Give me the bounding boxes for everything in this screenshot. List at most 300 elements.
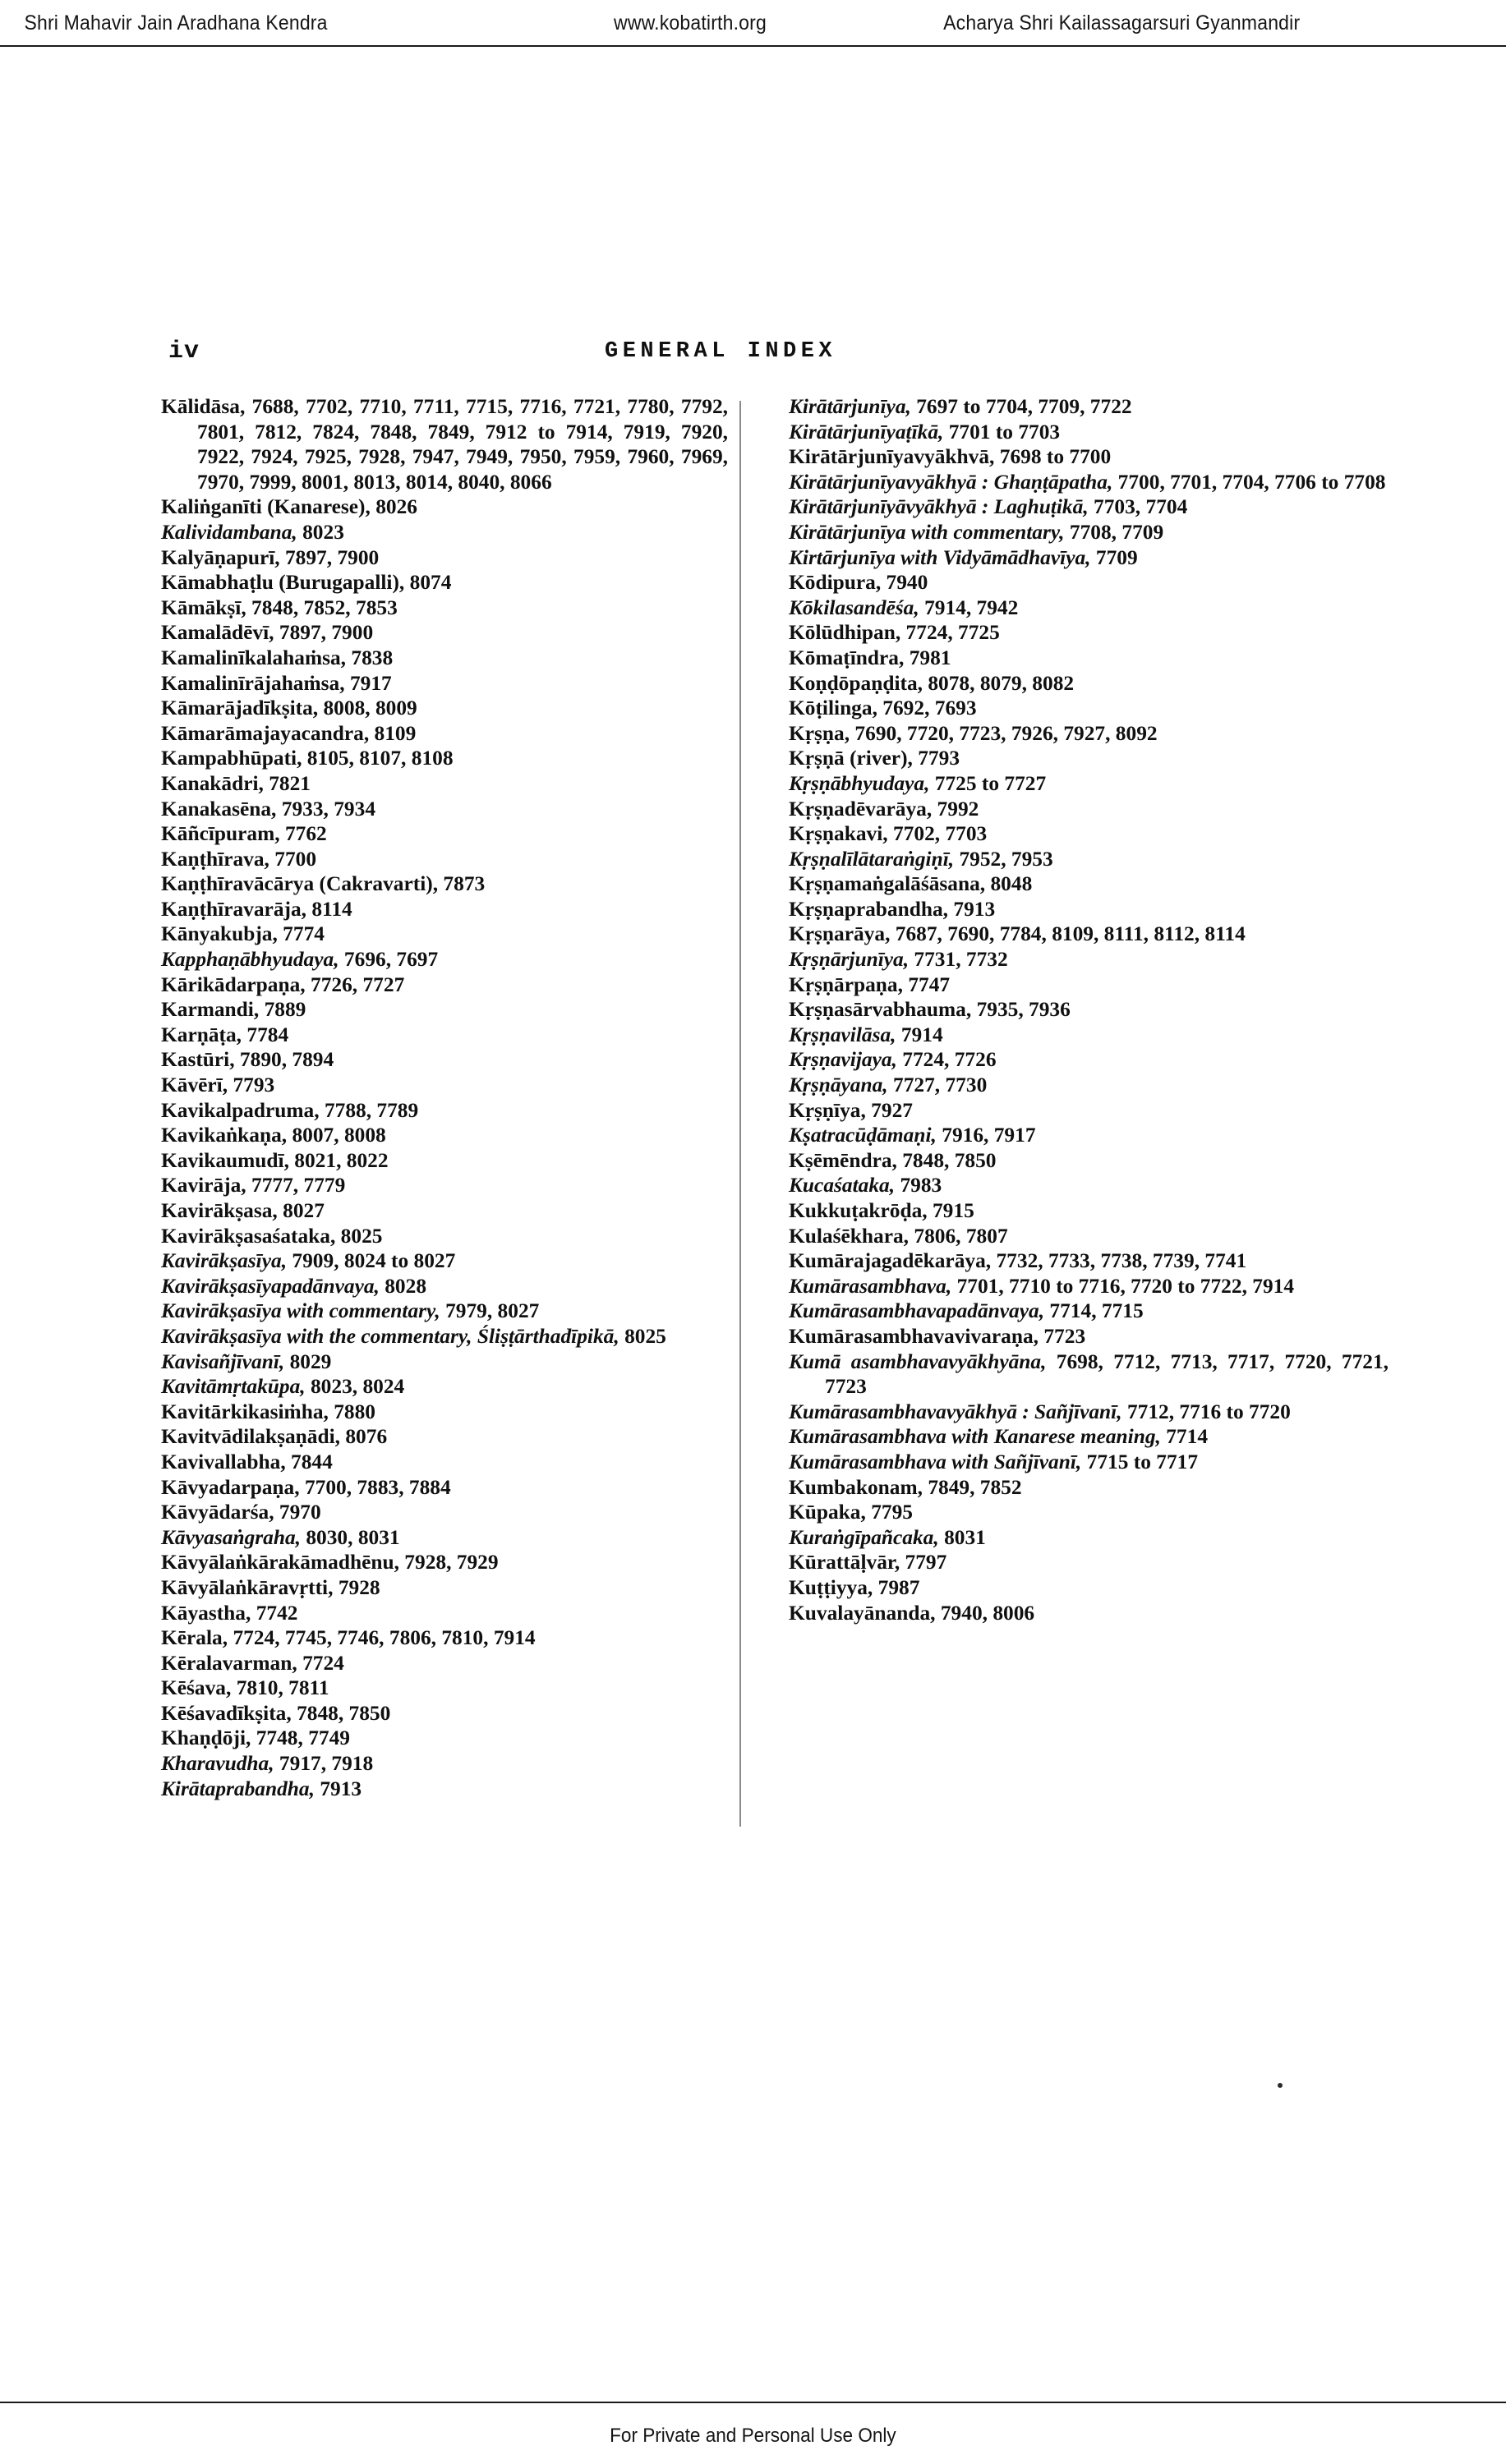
index-entry [789,972,1389,998]
index-entry-references: 7712, 7716 to 7720 [1121,1400,1291,1423]
index-entry [789,1047,1389,1073]
index-entry-headword: Kūpaka, [789,1501,866,1524]
index-entry [789,620,1389,646]
index-entry-references: 7724, 7745, 7746, 7806, 7810, 7914 [228,1626,536,1650]
index-entry [161,494,728,520]
index-entry-references: 7889 [259,998,306,1022]
index-entry [789,520,1389,545]
index-entry-references: 7983 [895,1174,942,1198]
index-entry [161,1374,728,1400]
index-entry [161,570,728,595]
index-entry-references: 7848, 7852, 7853 [246,595,398,619]
index-entry [161,871,728,897]
index-entry-references: 7952, 7953 [954,847,1053,871]
index-entry-references: 7810, 7811 [231,1676,329,1700]
scan-header-center-url: www.kobatirth.org [614,11,767,34]
index-entry [789,420,1389,445]
index-entry-references: 7914, 7942 [919,595,1019,619]
index-entry [789,1299,1389,1324]
index-entry-references: 8114 [306,897,352,921]
index-entry-headword: Koṇḍōpaṇḍita, [789,671,923,695]
index-entry [161,771,728,797]
index-entry-headword: Kumārasambhava, [789,1274,952,1298]
scanned-page [0,46,1506,2395]
index-entry-headword: Kṛṣṇavijaya, [789,1048,897,1072]
index-entry [161,1123,728,1148]
index-entry-headword: Kavirākṣasīya with commentary, [161,1299,440,1323]
index-entry [161,947,728,972]
index-entry-headword: Kanakasēna, [161,797,277,821]
index-entry [161,1701,728,1726]
index-entry-references: 7873 [438,872,486,896]
index-entry-headword: Kumārasambhavapadānvaya, [789,1299,1045,1323]
index-entry-headword: Kōlūdhipan, [789,621,901,645]
index-entry-headword: Kērala, [161,1626,228,1650]
index-entry-references: 7848, 7850 [291,1701,391,1725]
index-entry-headword: Kārikādarpaṇa, [161,972,306,996]
index-entry [161,1023,728,1048]
index-entry-references: 8021, 8022 [288,1148,389,1172]
index-entry-headword: Kavikalpadruma, [161,1098,320,1122]
index-entry-headword: Kṛṣṇamaṅgalāśāsana, [789,872,986,896]
index-entry-headword: Kēralavarman, [161,1651,297,1675]
index-entry-headword: Kāmarājadīkṣita, [161,696,319,720]
index-entry-references: 7700, 7883, 7884 [299,1475,451,1499]
index-entry-headword: Kāvyādarśa, [161,1501,274,1524]
index-entry [789,721,1389,747]
index-entry [789,922,1389,947]
index-entry-headword: Kṛṣṇalīlātaraṅgiṇī, [789,847,955,871]
index-entry [161,1324,728,1349]
index-entry-headword: Kṛṣṇārjunīya, [789,948,910,972]
index-entry-references: 8008, 8009 [318,696,417,720]
index-entry-references: 8029 [284,1349,332,1373]
index-entry-headword: Kaliṅganīti (Kanarese), [161,495,371,519]
index-entry-references: 8025 [619,1324,666,1348]
index-entry-headword: Kēśava, [161,1676,232,1700]
index-entry-references: 7723 [1039,1324,1086,1348]
index-entry-references: 7992 [932,797,979,821]
index-entry-headword: Kalyāṇapurī, [161,545,280,569]
scan-footer-text: For Private and Personal Use Only [610,2425,896,2447]
index-entry [789,1500,1389,1525]
index-entry-headword: Kumārasambhava with Kanarese meaning, [789,1425,1161,1449]
scan-header-right-text: Acharya Shri Kailassagarsuri Gyanmandir [943,11,1301,34]
index-entry-headword: Kapphaṇābhyudaya, [161,948,339,972]
index-entry [161,520,728,545]
index-entry-references: 7700, 7701, 7704, 7706 to 7708 [1112,470,1386,494]
index-entry [789,595,1389,621]
index-entry-headword: Kirātaprabandha, [161,1777,315,1800]
index-entry [161,1047,728,1073]
index-entry [789,1575,1389,1601]
index-entry-references: 8109 [369,721,417,745]
index-entry [161,1173,728,1198]
index-entry-references: 7701, 7710 to 7716, 7720 to 7722, 7914 [951,1274,1295,1298]
index-entry-references: 7987 [873,1575,920,1599]
index-entry-references: 7806, 7807 [909,1224,1008,1248]
index-entry-headword: Kuṭṭiyya, [789,1575,873,1599]
index-entry-references: 7727, 7730 [887,1073,988,1097]
index-entry-references: 7914 [896,1023,943,1046]
index-entry-headword: Kṛṣṇa, [789,721,850,745]
index-entry-references: 7784 [242,1023,289,1046]
index-entry-references: 7917, 7918 [274,1752,374,1776]
index-entry [161,1726,728,1751]
index-entry-references: 7724 [297,1651,344,1675]
index-entry-references: 8023, 8024 [305,1375,405,1399]
index-entry-headword: Kirātārjunīyaṭīkā, [789,420,944,444]
index-entry [789,545,1389,571]
index-entry-headword: Kṛṣṇāyana, [789,1073,888,1097]
index-entry-references: 7913 [948,897,996,921]
index-entry-references: 7933, 7934 [276,797,376,821]
index-entry-references: 7793 [912,747,960,770]
index-entry-headword: Kōkilasandēśa, [789,595,919,619]
index-entry [161,847,728,872]
index-entry [161,1676,728,1701]
index-entry-references: 7777, 7779 [246,1174,346,1198]
index-entry-references: 7928 [333,1575,380,1599]
index-entry-headword: Kāvyālaṅkāravṛtti, [161,1575,334,1599]
index-entry-references: 8026 [370,495,417,519]
index-entry-headword: Kamalinīrājahaṁsa, [161,671,345,695]
index-entry [789,1550,1389,1575]
index-entry-references: 8105, 8107, 8108 [302,747,454,770]
index-entry-references: 7838 [346,646,394,669]
index-entry-references: 7797 [900,1551,947,1574]
index-entry-references: 8031 [938,1525,986,1549]
index-entry [161,1651,728,1676]
index-entry-headword: Kavirāja, [161,1174,246,1198]
index-entry-references: 7732, 7733, 7738, 7739, 7741 [991,1249,1247,1273]
index-entry-references: 7692, 7693 [877,696,977,720]
index-entry [161,595,728,621]
index-entry [789,1098,1389,1124]
index-entry-references: 7731, 7732 [909,948,1008,972]
index-entry-references: 7793 [228,1073,275,1097]
index-entry-headword: Kavirākṣasīya, [161,1249,288,1273]
index-entry-headword: Kāvyadarpaṇa, [161,1475,300,1499]
index-entry-references: 7748, 7749 [251,1726,350,1750]
index-entry [161,394,728,494]
index-entry-headword: Kumbakonam, [789,1475,923,1499]
index-entry-headword: Kavirākṣasīya with the commentary, Śliṣṭārthadīpikā, [161,1324,619,1348]
index-entry-references: 7927 [865,1098,913,1122]
index-entry-headword: Kirātārjunīya, [789,395,911,418]
index-entry-references: 7913 [314,1777,362,1800]
index-entry [789,1400,1389,1425]
index-entry-headword: Kaṇṭhīravarāja, [161,897,307,921]
index-entry-headword: Kavirākṣasaśataka, [161,1224,336,1248]
index-entry [161,1550,728,1575]
index-entry [161,922,728,947]
index-entry-headword: Kumā asambhavavyākhyāna, [789,1349,1047,1373]
index-entry [161,1274,728,1299]
index-entry-headword: Kucaśataka, [789,1174,896,1198]
index-entry [161,1299,728,1324]
index-entry-references: 7849, 7852 [922,1475,1022,1499]
index-entry-headword: Kānyakubja, [161,922,278,946]
index-entry-headword: Kṛṣṇā (river), [789,747,913,770]
index-entry [161,746,728,771]
index-entry-headword: Kāyastha, [161,1601,251,1625]
index-entry-headword: Kumārasambhava with Sañjīvanī, [789,1450,1082,1473]
index-entry [161,1400,728,1425]
index-entry-headword: Kirātārjunīya with commentary, [789,520,1065,544]
index-entry-headword: Kāmabhaṭlu (Burugapalli), [161,571,405,595]
index-entry [161,1424,728,1450]
index-entry-references: 7700 [269,847,317,871]
index-entry [789,1224,1389,1249]
index-entry [789,821,1389,847]
index-entry [789,771,1389,797]
index-entry-headword: Kastūri, [161,1048,235,1072]
index-entry-references: 7725 to 7727 [929,771,1047,795]
index-entry-references: 7696, 7697 [339,948,439,972]
index-entry [161,646,728,671]
index-entry-references: 7698, 7712, 7713, 7717, 7720, 7721, 7723 [825,1349,1389,1399]
index-entry-references: 7690, 7720, 7723, 7926, 7927, 8092 [850,721,1158,745]
index-entry-references: 7703, 7704 [1088,495,1188,519]
index-entry-headword: Kṣēmēndra, [789,1148,897,1172]
index-entry [789,797,1389,822]
index-entry-headword: Kharavudha, [161,1752,274,1776]
index-entry [161,1450,728,1475]
column-divider-rule [739,401,741,1827]
index-entry [789,646,1389,671]
index-entry-references: 7724, 7725 [900,621,1000,645]
index-entry-headword: Kampabhūpati, [161,747,302,770]
index-entry-references: 7897, 7900 [274,621,374,645]
index-entry [789,1324,1389,1349]
index-entry [789,1525,1389,1551]
index-entry [789,1248,1389,1274]
index-entry-headword: Kavirākṣasīyapadānvaya, [161,1274,380,1298]
index-entry-headword: Kālidāsa, [161,395,246,418]
index-entry [161,1198,728,1224]
index-entry-headword: Kṛṣṇaprabandha, [789,897,949,921]
scan-header-left-text: Shri Mahavir Jain Aradhana Kendra [24,11,328,34]
index-entry-references: 7890, 7894 [234,1048,334,1072]
index-entry-references: 7702, 7703 [887,822,988,846]
index-entry-headword: Kṛṣṇārpaṇa, [789,972,903,996]
index-entry [789,746,1389,771]
index-entry [789,444,1389,470]
index-entry-references: 7709 [1090,545,1138,569]
index-entry [161,620,728,646]
index-entry [789,847,1389,872]
index-entry [161,1349,728,1375]
index-entry [161,797,728,822]
index-entry [789,671,1389,696]
index-entry [161,1500,728,1525]
index-entry-references: 8048 [985,872,1033,896]
index-entry-headword: Kavikaumudī, [161,1148,289,1172]
index-column-right [789,394,1389,1625]
index-entry-headword: Kāmākṣī, [161,595,246,619]
index-entry [789,997,1389,1023]
footer-divider-rule [0,2402,1506,2403]
index-entry-headword: Kumārajagadēkarāya, [789,1249,992,1273]
index-entry-references: 7979, 8027 [440,1299,540,1323]
index-entry-headword: Kāvyālaṅkārakāmadhēnu, [161,1551,399,1574]
index-entry-headword: Kōdipura, [789,571,882,595]
index-entry-references: 7844 [285,1450,333,1473]
index-entry [789,1123,1389,1148]
index-entry-references: 7897, 7900 [279,545,380,569]
index-entry [161,1525,728,1551]
index-entry-headword: Kukkuṭakrōḍa, [789,1199,928,1222]
index-entry-headword: Kēśavadīkṣita, [161,1701,292,1725]
index-entry-references: 7970 [274,1501,321,1524]
index-entry [161,1224,728,1249]
scan-footer-bar [0,2425,1506,2448]
index-entry-headword: Kōṭilinga, [789,696,877,720]
index-entry-headword: Kanakādri, [161,771,264,795]
index-entry-references: 8027 [277,1199,325,1222]
index-entry-references: 8074 [404,571,452,595]
index-entry [161,1098,728,1124]
index-entry-headword: Kamalādēvī, [161,621,274,645]
page-running-head [0,338,1506,375]
index-entry [161,997,728,1023]
page-title: GENERAL INDEX [605,339,837,364]
index-entry-headword: Kāñcīpuram, [161,822,280,846]
index-entry-headword: Kirātārjunīyavyākhvā, [789,445,995,469]
index-entry [789,1349,1389,1400]
index-entry-references: 8007, 8008 [287,1124,386,1147]
index-entry-references: 7708, 7709 [1064,520,1164,544]
index-entry [789,1073,1389,1098]
index-entry-headword: Kūrattāḷvār, [789,1551,900,1574]
index-entry [161,1248,728,1274]
index-entry [789,947,1389,972]
index-entry [161,696,728,721]
index-entry-headword: Kāvērī, [161,1073,228,1097]
index-entry [789,1475,1389,1501]
index-entry [161,821,728,847]
index-entry [789,494,1389,520]
index-entry-headword: Kṛṣṇadēvarāya, [789,797,933,821]
index-entry-headword: Kamalinīkalahaṁsa, [161,646,347,669]
index-entry-references: 7697 to 7704, 7709, 7722 [910,395,1132,418]
index-entry [161,1073,728,1098]
index-entry-headword: Khaṇḍōji, [161,1726,251,1750]
index-entry-references: 8023 [297,520,344,544]
index-entry-references: 8076 [340,1425,388,1449]
index-entry [161,721,728,747]
index-entry-references: 7742 [251,1601,298,1625]
index-entry-references: 7935, 7936 [971,998,1071,1022]
scan-header-bar [0,0,1385,46]
index-entry-references: 7762 [279,822,327,846]
index-entry-headword: Kirātārjunīyavyākhyā : Ghaṇṭāpatha, [789,470,1113,494]
index-entry-headword: Kalividambana, [161,520,297,544]
index-entry-references: 7821 [263,771,311,795]
index-entry-references: 7726, 7727 [305,972,405,996]
index-entry-headword: Karmandi, [161,998,260,1022]
index-entry [789,897,1389,922]
index-entry-headword: Kavikaṅkaṇa, [161,1124,288,1147]
index-entry-references: 7940, 8006 [935,1601,1035,1625]
index-entry-references: 7917 [344,671,392,695]
index-entry-headword: Kṛṣṇavilāsa, [789,1023,896,1046]
index-entry [161,671,728,696]
index-entry-headword: Kṛṣṇābhyudaya, [789,771,930,795]
index-entry-references: 7701 to 7703 [943,420,1061,444]
index-entry-headword: Kavitāmṛtakūpa, [161,1375,306,1399]
index-entry [789,394,1389,420]
index-entry-headword: Kṛṣṇakavi, [789,822,888,846]
index-entry-headword: Kṣatracūḍāmaṇi, [789,1124,937,1147]
index-entry [161,1777,728,1802]
index-entry [789,1023,1389,1048]
index-entry-references: 7940 [881,571,928,595]
index-entry [161,1475,728,1501]
index-entry-headword: Karṇāṭa, [161,1023,242,1046]
index-entry [789,1424,1389,1450]
index-entry-headword: Kulaśēkhara, [789,1224,910,1248]
index-entry-references: 7715 to 7717 [1081,1450,1199,1473]
index-entry [789,1173,1389,1198]
index-entry-headword: Kaṇṭhīravācārya (Cakravarti), [161,872,439,896]
index-entry [161,1148,728,1174]
index-entry-references: 8025 [335,1224,383,1248]
index-entry [789,696,1389,721]
index-entry-headword: Kuraṅgīpañcaka, [789,1525,939,1549]
index-entry-headword: Kumārasambhavavivaraṇa, [789,1324,1039,1348]
index-entry-references: 7915 [927,1199,974,1222]
index-entry [789,871,1389,897]
index-entry-headword: Kavisañjīvanī, [161,1349,285,1373]
index-entry-references: 8078, 8079, 8082 [923,671,1075,695]
index-entry-references: 7714 [1160,1425,1209,1449]
index-entry-references: 7688, 7702, 7710, 7711, 7715, 7716, 7721, 7780, 7792, 7801, 7812, 7824, 7848, 7849, 7912 to 7914, 7919, 7920, 7922, 7924, 7925, 7928, 7947, 7949, 7950, 7959, 7960, 7969, 7970, 7999, 8001, 8013, 8014, 8040, 8066 [197,395,728,494]
index-entry [789,1198,1389,1224]
index-entry [161,1751,728,1777]
index-entry-headword: Kṛṣṇarāya, [789,922,891,946]
index-entry-references: 7788, 7789 [319,1098,419,1122]
stray-ink-dot [1278,2083,1283,2088]
index-entry-headword: Kirātārjunīyāvyākhyā : Laghuṭikā, [789,495,1089,519]
index-entry [161,545,728,571]
index-entry [789,470,1389,495]
index-entry [789,1274,1389,1299]
index-entry-headword: Kṛṣṇasārvabhauma, [789,998,972,1022]
index-entry-references: 7916, 7917 [936,1124,1036,1147]
index-column-left [161,394,728,1801]
index-entry-headword: Kāvyasaṅgraha, [161,1525,301,1549]
index-entry-references: 7774 [277,922,325,946]
index-entry-headword: Kavirākṣasa, [161,1199,278,1222]
index-entry [161,897,728,922]
index-entry [161,1625,728,1651]
index-entry-references: 7928, 7929 [398,1551,499,1574]
index-entry [161,972,728,998]
index-entry-references: 7909, 8024 to 8027 [287,1249,456,1273]
index-entry-references: 8030, 8031 [301,1525,400,1549]
folio-number: iv [168,338,200,365]
index-entry-references: 7981 [904,646,951,669]
index-entry-references: 7724, 7726 [896,1048,997,1072]
index-entry [789,1148,1389,1174]
index-entry-headword: Kumārasambhavavyākhyā : Sañjīvanī, [789,1400,1122,1423]
index-entry-headword: Kōmaṭīndra, [789,646,905,669]
index-entry-references: 7795 [865,1501,913,1524]
index-entry-headword: Kavitārkikasiṁha, [161,1400,329,1423]
index-entry [161,1601,728,1626]
